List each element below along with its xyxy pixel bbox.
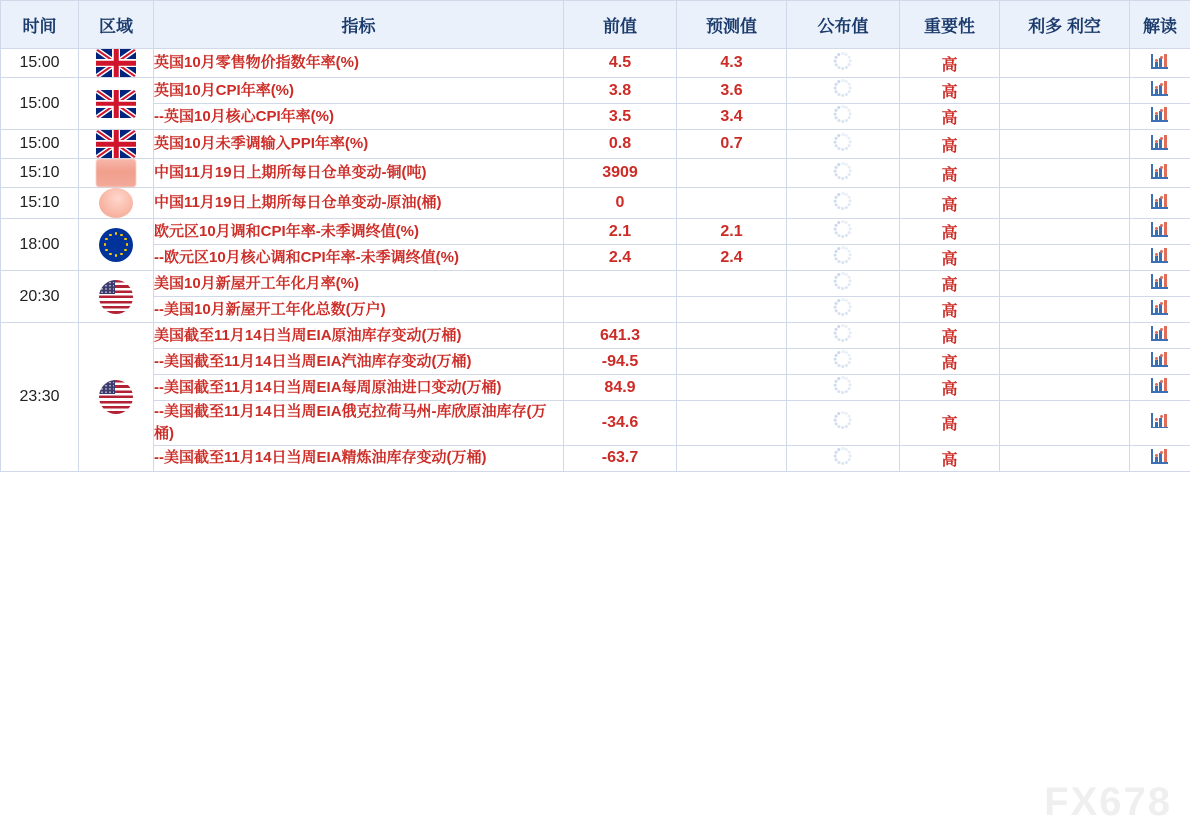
importance-level: 高 bbox=[900, 297, 1000, 323]
forecast-value bbox=[677, 349, 787, 375]
bias-indicator bbox=[1000, 49, 1130, 78]
bias-indicator bbox=[1000, 188, 1130, 219]
indicator-name[interactable]: --美国10月新屋开工年化总数(万户) bbox=[154, 297, 564, 323]
importance-level: 高 bbox=[900, 104, 1000, 130]
previous-value: 3.5 bbox=[564, 104, 677, 130]
uk-flag-icon bbox=[96, 90, 136, 118]
read-chart-cell[interactable] bbox=[1130, 130, 1190, 159]
chart-icon[interactable] bbox=[1149, 191, 1171, 211]
forecast-value bbox=[677, 188, 787, 219]
read-chart-cell[interactable] bbox=[1130, 188, 1190, 219]
chart-icon[interactable] bbox=[1149, 297, 1171, 317]
indicator-name[interactable]: --美国截至11月14日当周EIA每周原油进口变动(万桶) bbox=[154, 375, 564, 401]
header-bias: 利多 利空 bbox=[1000, 1, 1130, 49]
indicator-name[interactable]: --美国截至11月14日当周EIA汽油库存变动(万桶) bbox=[154, 349, 564, 375]
published-value bbox=[787, 245, 900, 271]
forecast-value: 3.4 bbox=[677, 104, 787, 130]
chart-icon[interactable] bbox=[1149, 78, 1171, 98]
importance-level: 高 bbox=[900, 130, 1000, 159]
previous-value: 2.4 bbox=[564, 245, 677, 271]
forecast-value bbox=[677, 159, 787, 188]
table-row bbox=[1, 78, 1190, 104]
importance-level: 高 bbox=[900, 271, 1000, 297]
cn-flag-icon bbox=[96, 159, 136, 187]
loading-spinner-icon bbox=[834, 220, 852, 238]
importance-level: 高 bbox=[900, 349, 1000, 375]
loading-spinner-icon bbox=[834, 192, 852, 210]
bias-indicator bbox=[1000, 78, 1130, 104]
event-time: 15:10 bbox=[1, 188, 79, 219]
chart-icon[interactable] bbox=[1149, 219, 1171, 239]
bias-indicator bbox=[1000, 130, 1130, 159]
table-row bbox=[1, 401, 1190, 446]
published-value bbox=[787, 219, 900, 245]
loading-spinner-icon bbox=[834, 298, 852, 316]
read-chart-cell[interactable] bbox=[1130, 245, 1190, 271]
previous-value: 84.9 bbox=[564, 375, 677, 401]
read-chart-cell[interactable] bbox=[1130, 271, 1190, 297]
previous-value: -34.6 bbox=[564, 401, 677, 446]
previous-value: 3909 bbox=[564, 159, 677, 188]
event-time: 15:00 bbox=[1, 78, 79, 130]
read-chart-cell[interactable] bbox=[1130, 159, 1190, 188]
bias-indicator bbox=[1000, 159, 1130, 188]
chart-icon[interactable] bbox=[1149, 161, 1171, 181]
header-forecast: 预测值 bbox=[677, 1, 787, 49]
read-chart-cell[interactable] bbox=[1130, 297, 1190, 323]
importance-level: 高 bbox=[900, 78, 1000, 104]
read-chart-cell[interactable] bbox=[1130, 78, 1190, 104]
forecast-value: 2.1 bbox=[677, 219, 787, 245]
indicator-name[interactable]: 欧元区10月调和CPI年率-未季调终值(%) bbox=[154, 219, 564, 245]
table-row bbox=[1, 188, 1190, 219]
chart-icon[interactable] bbox=[1149, 245, 1171, 265]
table-row bbox=[1, 445, 1190, 471]
bias-indicator bbox=[1000, 323, 1130, 349]
published-value bbox=[787, 401, 900, 446]
table-row bbox=[1, 130, 1190, 159]
region-flag-cell bbox=[79, 49, 154, 78]
read-chart-cell[interactable] bbox=[1130, 49, 1190, 78]
indicator-name[interactable]: 中国11月19日上期所每日仓单变动-原油(桶) bbox=[154, 188, 564, 219]
published-value bbox=[787, 130, 900, 159]
table-row bbox=[1, 375, 1190, 401]
loading-spinner-icon bbox=[834, 246, 852, 264]
header-row bbox=[1, 1, 1190, 49]
bias-indicator bbox=[1000, 219, 1130, 245]
importance-level: 高 bbox=[900, 375, 1000, 401]
importance-level: 高 bbox=[900, 323, 1000, 349]
chart-icon[interactable] bbox=[1149, 410, 1171, 430]
previous-value: -63.7 bbox=[564, 445, 677, 471]
previous-value: 4.5 bbox=[564, 49, 677, 78]
bias-indicator bbox=[1000, 401, 1130, 446]
forecast-value bbox=[677, 445, 787, 471]
previous-value bbox=[564, 271, 677, 297]
read-chart-cell[interactable] bbox=[1130, 401, 1190, 446]
read-chart-cell[interactable] bbox=[1130, 323, 1190, 349]
table-row bbox=[1, 297, 1190, 323]
loading-spinner-icon bbox=[834, 411, 852, 429]
watermark: FX678 bbox=[1044, 780, 1172, 824]
loading-spinner-icon bbox=[834, 52, 852, 70]
event-time: 15:00 bbox=[1, 49, 79, 78]
forecast-value bbox=[677, 323, 787, 349]
forecast-value: 2.4 bbox=[677, 245, 787, 271]
indicator-name[interactable]: 英国10月零售物价指数年率(%) bbox=[154, 49, 564, 78]
forecast-value bbox=[677, 401, 787, 446]
previous-value: -94.5 bbox=[564, 349, 677, 375]
importance-level: 高 bbox=[900, 188, 1000, 219]
table-row bbox=[1, 49, 1190, 78]
cn-flag-icon bbox=[99, 188, 133, 218]
importance-level: 高 bbox=[900, 401, 1000, 446]
chart-icon[interactable] bbox=[1149, 51, 1171, 71]
table-row bbox=[1, 219, 1190, 245]
table-body bbox=[1, 49, 1190, 472]
region-flag-cell bbox=[79, 219, 154, 271]
forecast-value bbox=[677, 271, 787, 297]
previous-value: 2.1 bbox=[564, 219, 677, 245]
published-value bbox=[787, 104, 900, 130]
header-importance: 重要性 bbox=[900, 1, 1000, 49]
forecast-value: 4.3 bbox=[677, 49, 787, 78]
forecast-value: 3.6 bbox=[677, 78, 787, 104]
loading-spinner-icon bbox=[834, 162, 852, 180]
bias-indicator bbox=[1000, 104, 1130, 130]
table-row bbox=[1, 271, 1190, 297]
importance-level: 高 bbox=[900, 245, 1000, 271]
indicator-name[interactable]: 美国截至11月14日当周EIA原油库存变动(万桶) bbox=[154, 323, 564, 349]
indicator-name[interactable]: --美国截至11月14日当周EIA俄克拉荷马州-库欣原油库存(万桶) bbox=[154, 401, 564, 446]
read-chart-cell[interactable] bbox=[1130, 445, 1190, 471]
table-row bbox=[1, 159, 1190, 188]
us-flag-icon bbox=[99, 280, 133, 314]
event-time: 15:10 bbox=[1, 159, 79, 188]
indicator-name[interactable]: 中国11月19日上期所每日仓单变动-铜(吨) bbox=[154, 159, 564, 188]
region-flag-cell bbox=[79, 271, 154, 323]
region-flag-cell bbox=[79, 130, 154, 159]
importance-level: 高 bbox=[900, 159, 1000, 188]
previous-value: 3.8 bbox=[564, 78, 677, 104]
chart-icon[interactable] bbox=[1149, 132, 1171, 152]
chart-icon[interactable] bbox=[1149, 323, 1171, 343]
published-value bbox=[787, 375, 900, 401]
bias-indicator bbox=[1000, 271, 1130, 297]
loading-spinner-icon bbox=[834, 105, 852, 123]
bias-indicator bbox=[1000, 297, 1130, 323]
published-value bbox=[787, 188, 900, 219]
published-value bbox=[787, 323, 900, 349]
read-chart-cell[interactable] bbox=[1130, 375, 1190, 401]
chart-icon[interactable] bbox=[1149, 271, 1171, 291]
read-chart-cell[interactable] bbox=[1130, 219, 1190, 245]
importance-level: 高 bbox=[900, 445, 1000, 471]
forecast-value bbox=[677, 297, 787, 323]
previous-value: 641.3 bbox=[564, 323, 677, 349]
loading-spinner-icon bbox=[834, 79, 852, 97]
chart-icon[interactable] bbox=[1149, 349, 1171, 369]
table-row bbox=[1, 245, 1190, 271]
previous-value bbox=[564, 297, 677, 323]
region-flag-cell bbox=[79, 159, 154, 188]
event-time: 18:00 bbox=[1, 219, 79, 271]
region-flag-cell bbox=[79, 78, 154, 130]
forecast-value: 0.7 bbox=[677, 130, 787, 159]
previous-value: 0 bbox=[564, 188, 677, 219]
indicator-name[interactable]: 英国10月CPI年率(%) bbox=[154, 78, 564, 104]
region-flag-cell bbox=[79, 188, 154, 219]
header-indicator: 指标 bbox=[154, 1, 564, 49]
published-value bbox=[787, 271, 900, 297]
published-value bbox=[787, 49, 900, 78]
header-read: 解读 bbox=[1130, 1, 1190, 49]
bias-indicator bbox=[1000, 349, 1130, 375]
importance-level: 高 bbox=[900, 219, 1000, 245]
table-header bbox=[1, 1, 1190, 49]
published-value bbox=[787, 445, 900, 471]
chart-icon[interactable] bbox=[1149, 104, 1171, 124]
loading-spinner-icon bbox=[834, 376, 852, 394]
importance-level: 高 bbox=[900, 49, 1000, 78]
header-region: 区域 bbox=[79, 1, 154, 49]
header-published: 公布值 bbox=[787, 1, 900, 49]
read-chart-cell[interactable] bbox=[1130, 349, 1190, 375]
read-chart-cell[interactable] bbox=[1130, 104, 1190, 130]
uk-flag-icon bbox=[96, 130, 136, 158]
indicator-name[interactable]: 美国10月新屋开工年化月率(%) bbox=[154, 271, 564, 297]
loading-spinner-icon bbox=[834, 133, 852, 151]
uk-flag-icon bbox=[96, 49, 136, 77]
region-flag-cell bbox=[79, 323, 154, 472]
published-value bbox=[787, 297, 900, 323]
indicator-name[interactable]: --美国截至11月14日当周EIA精炼油库存变动(万桶) bbox=[154, 445, 564, 471]
us-flag-icon bbox=[99, 380, 133, 414]
published-value bbox=[787, 159, 900, 188]
table-row bbox=[1, 349, 1190, 375]
event-time: 20:30 bbox=[1, 271, 79, 323]
bias-indicator bbox=[1000, 445, 1130, 471]
indicator-name[interactable]: --欧元区10月核心调和CPI年率-未季调终值(%) bbox=[154, 245, 564, 271]
forecast-value bbox=[677, 375, 787, 401]
event-time: 23:30 bbox=[1, 323, 79, 472]
header-time: 时间 bbox=[1, 1, 79, 49]
table-row bbox=[1, 104, 1190, 130]
indicator-name[interactable]: 英国10月未季调输入PPI年率(%) bbox=[154, 130, 564, 159]
indicator-name[interactable]: --英国10月核心CPI年率(%) bbox=[154, 104, 564, 130]
loading-spinner-icon bbox=[834, 272, 852, 290]
chart-icon[interactable] bbox=[1149, 375, 1171, 395]
table-row bbox=[1, 323, 1190, 349]
event-time: 15:00 bbox=[1, 130, 79, 159]
loading-spinner-icon bbox=[834, 447, 852, 465]
published-value bbox=[787, 349, 900, 375]
chart-icon[interactable] bbox=[1149, 446, 1171, 466]
loading-spinner-icon bbox=[834, 350, 852, 368]
bias-indicator bbox=[1000, 375, 1130, 401]
published-value bbox=[787, 78, 900, 104]
previous-value: 0.8 bbox=[564, 130, 677, 159]
header-previous: 前值 bbox=[564, 1, 677, 49]
loading-spinner-icon bbox=[834, 324, 852, 342]
bias-indicator bbox=[1000, 245, 1130, 271]
eu-flag-icon bbox=[99, 228, 133, 262]
